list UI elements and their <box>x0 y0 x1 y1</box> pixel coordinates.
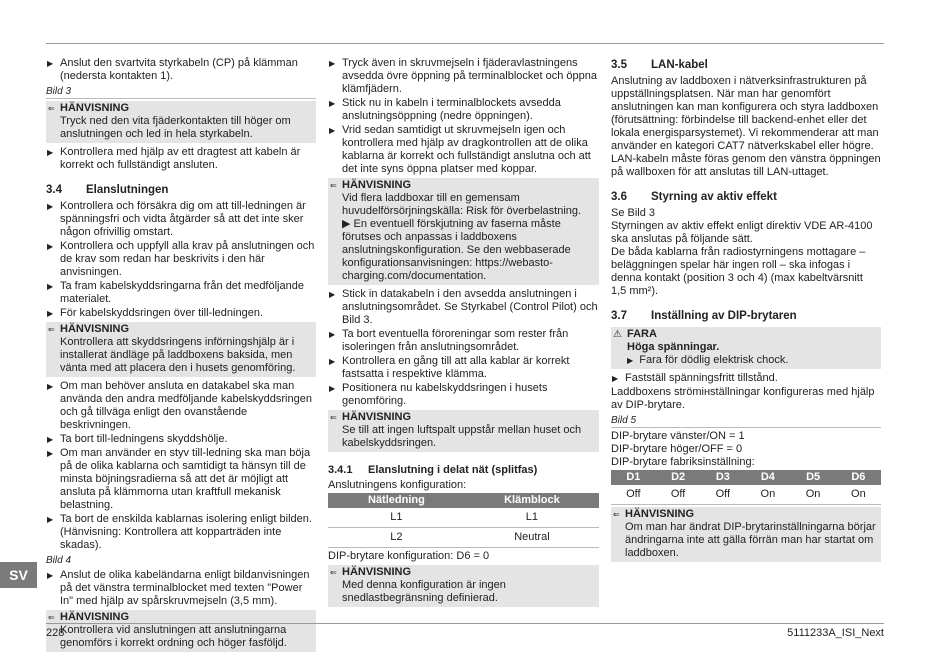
section-title: Inställning av DIP-brytaren <box>651 310 797 322</box>
danger-title: FARA <box>627 328 657 340</box>
table-header: D4 <box>745 470 790 485</box>
note-box <box>328 410 599 452</box>
note-arrow-icon: ⇐ <box>613 510 620 519</box>
danger-box <box>611 327 881 369</box>
section-title: LAN-kabel <box>651 59 708 71</box>
list-item: ▶ Anslut de olika kabeländarna enligt bildanvisningen på det vänstra terminalblocket med texten "Power In" med hjälp av spårskruvmejseln (3,5 mm). <box>46 569 316 608</box>
list-item: ▶ Ta fram kabelskyddsringarna från det medföljande materialet. <box>46 280 316 306</box>
section-number: 3.4 <box>46 184 62 196</box>
list-item: ▶ Positionera nu kabelskyddsringen i husets genomföring. <box>328 382 599 408</box>
note-title: HÄNVISNING <box>625 508 695 520</box>
paragraph: De båda kablarna från radiostyrningens mottagare – beläggningen spelar här ingen roll – ska infogas i denna kontakt (position 3 och 4) (max kabeltvärsnitt 1,5 mm²). <box>611 246 866 297</box>
table-header: Nätledning <box>328 493 465 508</box>
subsection-heading <box>328 464 599 477</box>
page-number: 228 <box>46 627 65 639</box>
list-item: ▶ Anslut den svartvita styrkabeln (CP) på klämman (nedersta kontakten 1). <box>46 57 316 83</box>
note-arrow-icon: ⇐ <box>48 613 55 622</box>
list-item: ▶ Kontrollera och försäkra dig om att till-ledningen är spänningsfri och vidta åtgärder så att det inte sker någon ofrivillig omstart. <box>46 200 316 239</box>
note-text: Kontrollera att skyddsringens införningshjälp är i installerat ändläge på laddboxens baksida, men vänta med att placera den i husets genomföring. <box>60 336 296 374</box>
table-cell: On <box>745 485 790 505</box>
table-row <box>611 485 881 505</box>
note-arrow-icon: ⇐ <box>48 325 55 334</box>
table-cell: Off <box>611 485 656 505</box>
section-number: 3.5 <box>611 59 627 71</box>
connection-table <box>328 493 599 548</box>
note-text: Vid flera laddboxar till en gemensam huvudelförsörjningskälla: Risk för överbelastning. <box>342 192 582 217</box>
note-text: Tryck ned den vita fjäderkontakten till höger om anslutningen och led in hela styrkabeln. <box>60 115 291 140</box>
section-title: Styrning av aktiv effekt <box>651 191 777 203</box>
arrow-icon: ▶ <box>627 356 634 365</box>
section-heading <box>611 191 881 204</box>
table-cell: Off <box>656 485 701 505</box>
section-heading <box>46 184 316 197</box>
paragraph: DIP-brytare höger/OFF = 0 <box>611 443 743 455</box>
dip-table <box>611 470 881 505</box>
arrow-icon: ▶ <box>342 218 351 230</box>
note-box <box>611 507 881 562</box>
list-item: ▶ Fastställ spänningsfritt tillstånd. <box>611 372 881 385</box>
note-title: HÄNVISNING <box>60 323 130 335</box>
figure-caption: Bild 4 <box>46 555 72 566</box>
note-title: HÄNVISNING <box>60 102 130 114</box>
figure-caption: Bild 5 <box>611 414 881 428</box>
section-number: 3.4.1 <box>328 464 353 476</box>
note-title: HÄNVISNING <box>342 411 412 423</box>
column-left <box>46 57 316 655</box>
danger-text: Fara för dödlig elektrisk chock. <box>639 354 789 366</box>
section-number: 3.7 <box>611 310 627 322</box>
column-right <box>611 57 881 565</box>
paragraph: DIP-brytare fabriksinställning: <box>611 456 755 468</box>
paragraph: DIP-brytare vänster/ON = 1 <box>611 430 745 442</box>
config-label: Anslutningens konfiguration: <box>328 479 467 491</box>
dip-config-text: DIP-brytare konfiguration: D6 = 0 <box>328 550 490 562</box>
note-text: Med denna konfiguration är ingen snedlastbegränsning definierad. <box>342 579 506 604</box>
figure-caption: Bild 3 <box>46 85 316 99</box>
list-item: ▶ Tryck även in skruvmejseln i fjäderavlastningens avsedda övre öppning på terminalblocket och öppna klämfjädern. <box>328 57 599 96</box>
list-item: ▶ Vrid sedan samtidigt ut skruvmejseln igen och kontrollera med hjälp av dragkontrollen att de olika kablarna är korrekt och fullständigt anslutna och att det inte syns öppna platser med koppar. <box>328 124 599 176</box>
note-arrow-icon: ⇐ <box>330 181 337 190</box>
table-cell: L2 <box>328 528 465 548</box>
note-text: Om man har ändrat DIP-brytarinställningarna börjar ändringarna inte att gälla förrän man har startat om laddboxen. <box>625 521 876 559</box>
table-row <box>328 528 599 548</box>
table-cell: Off <box>701 485 746 505</box>
table-row <box>328 508 599 528</box>
list-item: ▶ Om man behöver ansluta en datakabel ska man använda den andra medföljande kabelskyddsringen och gå tillväga enligt den ovanstående beskrivningen. <box>46 380 316 432</box>
note-title: HÄNVISNING <box>342 566 412 578</box>
note-box <box>46 101 316 143</box>
paragraph: Anslutning av laddboxen i nätverksinfrastrukturen på uppställningsplatsen. När man har genomfört anslutningen kan man konfigurera och styra laddboxen (förutsättning: förbindelse till backend-enhet eller det lokala energisparsystemet). Vi rekommenderar att man använder en kategori CAT7 nätverkskabel eller högre. LAN-kabeln måste föras genom den vänstra öppningen på wallboxen för att anslutas till LAN-uttaget. <box>611 75 881 178</box>
section-number: 3.6 <box>611 191 627 203</box>
bottom-rule <box>46 623 884 624</box>
section-heading <box>611 59 881 72</box>
note-box <box>46 322 316 377</box>
note-title: HÄNVISNING <box>60 611 130 623</box>
list-item: ▶ Kontrollera en gång till att alla kablar är korrekt fastsatta i respektive klämma. <box>328 355 599 381</box>
list-item: ▶ Ta bort till-ledningens skyddshölje. <box>46 433 316 446</box>
paragraph: Styrningen av aktiv effekt enligt direktiv VDE AR-4100 ska anslutas på följande sätt. <box>611 220 873 245</box>
note-text: Kontrollera vid anslutningen att anslutningarna genomförs i korrekt ordning och höger fasföljd. <box>60 624 287 649</box>
note-box <box>46 610 316 652</box>
table-header: D2 <box>656 470 701 485</box>
note-arrow-icon: ⇐ <box>330 568 337 577</box>
table-cell: L1 <box>328 508 465 528</box>
note-text: Se till att ingen luftspalt uppstår mellan huset och kabelskyddsringen. <box>342 424 582 449</box>
table-header: D6 <box>836 470 881 485</box>
top-rule <box>46 43 884 44</box>
section-title: Elanslutning i delat nät (splitfas) <box>368 464 538 476</box>
note-arrow-icon: ⇐ <box>330 413 337 422</box>
note-box <box>328 565 599 607</box>
list-item: ▶ För kabelskyddsringen över till-ledningen. <box>46 307 316 320</box>
list-item: ▶ Ta bort eventuella föroreningar som rester från isoleringen från anslutningsområdet. <box>328 328 599 354</box>
document-number: 5111233A_ISI_Next <box>787 627 884 639</box>
table-cell: L1 <box>465 508 599 528</box>
note-text-2-content: En eventuell förskjutning av faserna måste förutses och anpassas i laddboxens anslutningskonfiguration. Se den webbaserade konfigurationsanvisningen: https://webasto-charging.com/documentation. <box>342 218 571 282</box>
list-item: ▶ Ta bort de enskilda kablarnas isolering enligt bilden. (Hänvisning: Kontrollera att kopparträden inte skadas). <box>46 513 316 552</box>
list-item: ▶ Stick nu in kabeln i terminalblockets avsedda anslutningsöppning (nedre öppningen). <box>328 97 599 123</box>
note-arrow-icon: ⇐ <box>48 104 55 113</box>
warning-triangle-icon: ⚠ <box>613 329 622 340</box>
danger-subtitle: Höga spänningar. <box>627 341 720 353</box>
section-title: Elanslutningen <box>86 184 169 196</box>
note-title: HÄNVISNING <box>342 179 412 191</box>
table-header: D1 <box>611 470 656 485</box>
table-cell: On <box>790 485 835 505</box>
table-header: D5 <box>790 470 835 485</box>
note-box <box>328 178 599 285</box>
list-item: ▶ Stick in datakabeln i den avsedda anslutningen i anslutningsområdet. Se Styrkabel (Control Pilot) och Bild 3. <box>328 288 599 327</box>
table-cell: Neutral <box>465 528 599 548</box>
table-cell: On <box>836 485 881 505</box>
table-header: Klämblock <box>465 493 599 508</box>
column-middle <box>328 57 599 610</box>
paragraph: Se Bild 3 <box>611 207 656 219</box>
note-text-2 <box>342 218 595 283</box>
paragraph: Laddboxens strömінställningar konfigureras med hjälp av DIP-brytare. <box>611 386 875 411</box>
table-header: D3 <box>701 470 746 485</box>
section-heading <box>611 310 881 323</box>
list-item: ▶ Kontrollera och uppfyll alla krav på anslutningen och de krav som redan har beskrivits i den här anvisningen. <box>46 240 316 279</box>
danger-text-row <box>627 354 877 367</box>
language-tab: SV <box>0 562 37 588</box>
list-item: ▶ Om man använder en styv till-ledning ska man böja på de olika kablarna och samtidigt ta hänsyn till de minsta böjningsradierna så att det är möjligt att ansluta på klämmorna utan kraftfull mekanisk belastning. <box>46 447 316 512</box>
list-item: ▶ Kontrollera med hjälp av ett dragtest att kabeln är korrekt och fullständigt ansluten. <box>46 146 316 172</box>
